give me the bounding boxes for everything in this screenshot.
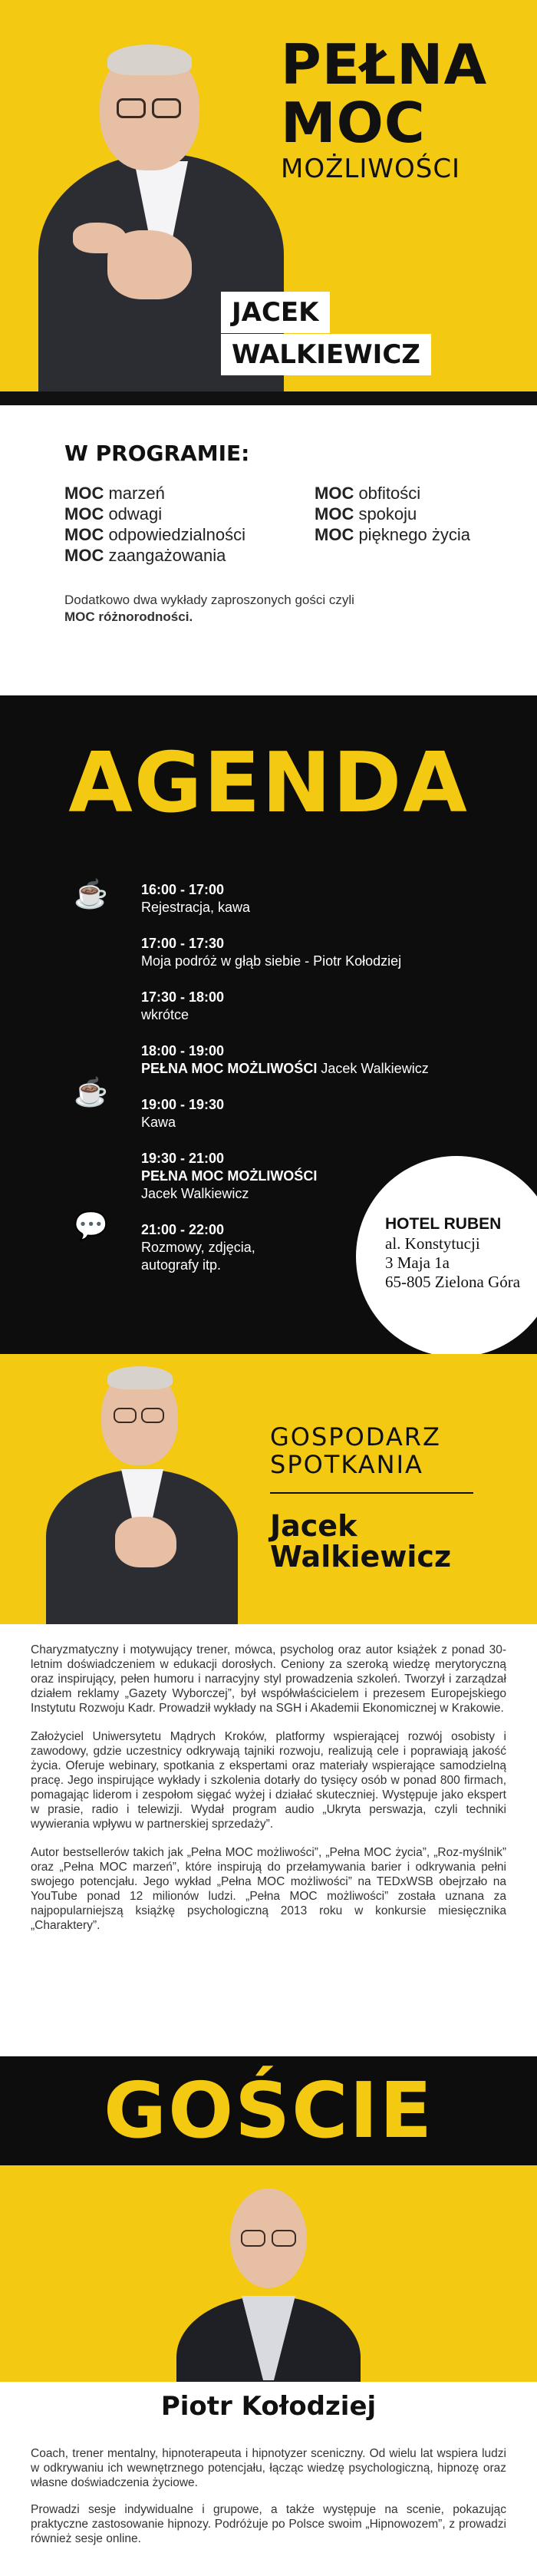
agenda-time: 21:00 - 22:00 <box>141 1222 225 1237</box>
agenda-time: 16:00 - 17:00 <box>141 882 225 897</box>
program-item-strong: MOC <box>64 484 104 503</box>
program-item <box>315 483 514 504</box>
agenda-item <box>141 989 494 1024</box>
program-item-text: zaangażowania <box>104 546 226 565</box>
venue-name: HOTEL RUBEN <box>385 1215 502 1233</box>
venue-address-line: 3 Maja 1a <box>385 1253 450 1272</box>
agenda-item <box>141 1096 494 1131</box>
hero-divider <box>0 391 537 405</box>
glasses-left <box>241 2230 265 2247</box>
program-item-strong: MOC <box>315 484 354 503</box>
agenda-desc: wkrótce <box>141 1007 189 1022</box>
glasses-left <box>117 98 146 118</box>
agenda-desc-strong: PEŁNA MOC MOŻLIWOŚCI <box>141 1168 318 1184</box>
glasses-left <box>114 1408 137 1423</box>
program-item <box>315 524 514 545</box>
program-item-text: obfitości <box>354 484 421 503</box>
program-heading: W PROGRAMIE: <box>64 441 250 466</box>
agenda-desc: Rejestracja, kawa <box>141 900 251 915</box>
guest-name: Piotr Kołodziej <box>0 2382 537 2431</box>
agenda-heading: AGENDA <box>68 735 469 831</box>
name-first-tag: JACEK <box>221 292 330 333</box>
program-item-text: odpowiedzialności <box>104 525 245 544</box>
program-col-left <box>64 483 315 566</box>
glasses-right <box>272 2230 296 2247</box>
agenda-time: 17:00 - 17:30 <box>141 936 225 951</box>
agenda-time: 18:00 - 19:00 <box>141 1043 225 1058</box>
program-grid <box>64 483 537 566</box>
pointing-finger <box>73 223 127 253</box>
program-col-right <box>315 483 514 566</box>
guests-heading: GOŚCIE <box>103 2066 434 2155</box>
agenda-desc: Jacek Walkiewicz <box>317 1061 429 1076</box>
speaker-hair <box>107 45 192 75</box>
agenda-section <box>0 695 537 1354</box>
program-note-strong: MOC różnorodności. <box>64 609 193 624</box>
program-item-text: marzeń <box>104 484 165 503</box>
hero-title <box>281 32 519 186</box>
guests-banner <box>0 2056 537 2165</box>
agenda-desc: Moja podróż w głąb siebie - Piotr Kołodziej <box>141 953 402 969</box>
host-label: GOSPODARZ <box>270 1422 441 1451</box>
host-bio <box>0 1624 537 2056</box>
agenda-desc-strong: PEŁNA MOC MOŻLIWOŚCI <box>141 1061 318 1076</box>
venue-address-line: 65-805 Zielona Góra <box>385 1273 521 1291</box>
host-info <box>270 1423 473 1572</box>
pointing-hand <box>115 1517 176 1567</box>
agenda-time: 19:30 - 21:00 <box>141 1151 225 1166</box>
glasses-right <box>152 98 181 118</box>
host-hair <box>107 1366 173 1389</box>
host-divider <box>270 1492 473 1494</box>
program-item-text: spokoju <box>354 504 417 523</box>
program-note <box>64 592 425 626</box>
agenda-item <box>141 1042 494 1078</box>
venue-address-line: al. Konstytucji <box>385 1234 480 1253</box>
bio-paragraph: Założyciel Uniwersytetu Mądrych Kroków, platformy wspierającej rozwój osobisty i zawodowy, gdzie uczestnicy odkrywają tajniki rozwoju, realizują cele i poprawiają jakość życia. Oferuje webinary, spotkania z ekspertami oraz materiały wspierające samodzielną pracę. Jego inspirujące wykłady i szkolenia dotarły do tysięcy osób w ponad 800 firmach, pomagając liderom i zespołom sięgać wyżej i działać skuteczniej. Występuje jako ekspert w prasie, radio i telewizji. Wydał program audio „Ukryta perswazja, czyli techniki wywierania wpływu w partnerskiej sprzedaży”. <box>31 1730 506 1831</box>
agenda-item <box>141 881 494 916</box>
program-item-strong: MOC <box>64 546 104 565</box>
program-item <box>315 504 514 524</box>
coffee-icon: ☕ <box>74 878 108 910</box>
host-section <box>0 1354 537 1624</box>
bio-paragraph: Prowadzi sesje indywidualne i grupowe, a także występuje na scenie, pokazując praktyczne zastosowanie hipnozy. Podróżuje po Polsce swoim „Hipnowozem”, z prowadzi również sesje online. <box>31 2503 506 2545</box>
program-item-text: pięknego życia <box>354 525 470 544</box>
guest-card <box>0 2165 537 2431</box>
agenda-desc: Kawa <box>141 1115 176 1130</box>
program-item-text: odwagi <box>104 504 163 523</box>
hero-banner <box>0 0 537 405</box>
bio-paragraph: Charyzmatyczny i motywujący trener, mówca, psycholog oraz autor książek z ponad 30-letnim doświadczeniem w edukacji dorosłych. Ceniony za szeroką wiedzę merytoryczną oraz inspirujący, pełen humoru i narracyjny styl prowadzenia szkoleń. Tworzył i zarządzał działem reklamy „Gazety Wyborczej”, był współwłaścicielem i prezesem Europejskiego Instytutu Rozwoju Kadr. Prowadził wykłady na SGH i Akademii Ekonomicznej w Krakowie. <box>31 1643 506 1715</box>
program-item <box>64 545 315 566</box>
title-line-2: MOC <box>281 91 426 155</box>
name-last-tag: WALKIEWICZ <box>221 334 431 375</box>
agenda-time: 19:00 - 19:30 <box>141 1097 225 1112</box>
glasses-right <box>141 1408 164 1423</box>
agenda-time: 17:30 - 18:00 <box>141 989 225 1005</box>
bio-paragraph: Autor bestsellerów takich jak „Pełna MOC możliwości”, „Pełna MOC życia”, „Roz-myślnik” oraz „Pełna MOC marzeń”, które inspirują do przełamywania barier i odkrywania pełni swojego potencjału. Jego wykład „Pełna MOC możliwości” na TEDxWSB obejrzało na YouTube ponad 12 milionów ludzi. „Pełna MOC możliwości” została uznana za najpopularniejszą książkę psychologiczną 2013 roku w konkursie miesięcznika „Charaktery”. <box>31 1846 506 1932</box>
host-label: SPOTKANIA <box>270 1450 423 1479</box>
program-item <box>64 504 315 524</box>
chat-icon: 💬 <box>74 1210 108 1241</box>
bio-paragraph: Coach, trener mentalny, hipnoterapeuta i hipnotyzer sceniczny. Od wielu lat wspiera ludzi w odkrywaniu ich wewnętrznego potencjału, łącząc wiedzę psychologiczną, hipnozę oraz własne doświadczenia życiowe. <box>31 2447 506 2489</box>
agenda-desc: autografy itp. <box>141 1257 222 1273</box>
program-item <box>64 524 315 545</box>
guest-bio <box>0 2431 537 2576</box>
coffee-icon: ☕ <box>74 1076 108 1108</box>
agenda-item <box>141 935 494 970</box>
agenda-desc: Jacek Walkiewicz <box>141 1186 249 1201</box>
program-section <box>0 405 537 695</box>
program-item-strong: MOC <box>315 504 354 523</box>
program-item-strong: MOC <box>64 504 104 523</box>
host-name: Jacek <box>270 1509 357 1543</box>
title-line-1: PEŁNA <box>281 32 488 97</box>
title-line-3: MOŻLIWOŚCI <box>281 154 461 184</box>
program-item-strong: MOC <box>64 525 104 544</box>
program-item-strong: MOC <box>315 525 354 544</box>
program-item <box>64 483 315 504</box>
program-note-text: Dodatkowo dwa wykłady zaproszonych gości czyli <box>64 593 354 607</box>
host-name: Walkiewicz <box>270 1540 452 1574</box>
agenda-desc: Rozmowy, zdjęcia, <box>141 1240 255 1255</box>
